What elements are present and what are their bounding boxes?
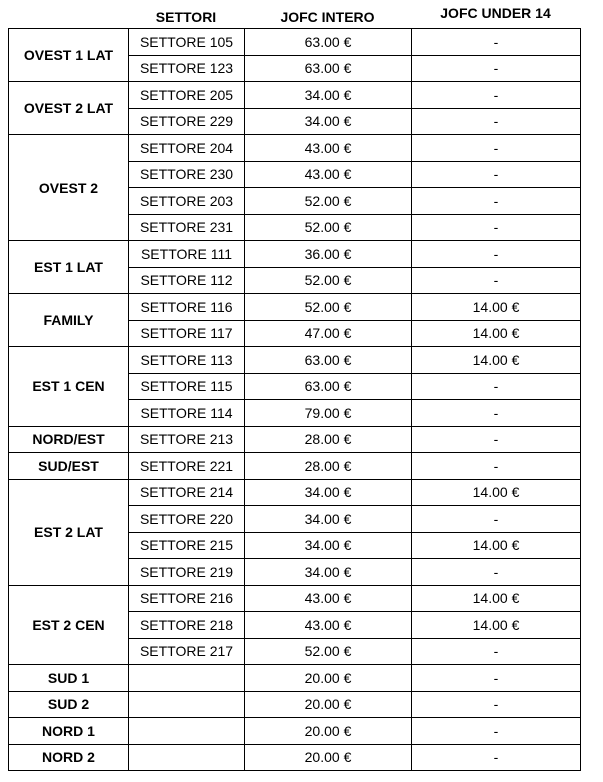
zone-cell: NORD 2 (9, 744, 129, 771)
under14-price-cell: - (412, 82, 581, 109)
sector-cell: SETTORE 105 (129, 29, 245, 56)
full-price-cell: 52.00 € (245, 188, 412, 215)
table-row (9, 665, 581, 692)
sector-cell (129, 744, 245, 771)
under14-price-cell: - (412, 638, 581, 665)
full-price-cell: 20.00 € (245, 744, 412, 771)
full-price-cell: 34.00 € (245, 532, 412, 559)
zone-cell: NORD/EST (9, 426, 129, 453)
full-price-cell: 34.00 € (245, 82, 412, 109)
full-price-cell: 20.00 € (245, 718, 412, 745)
table-row (9, 479, 581, 506)
sector-cell: SETTORE 219 (129, 559, 245, 586)
under14-price-cell: - (412, 135, 581, 162)
sector-cell: SETTORE 217 (129, 638, 245, 665)
under14-price-cell: - (412, 400, 581, 427)
sector-cell: SETTORE 123 (129, 55, 245, 82)
under14-price-cell: - (412, 559, 581, 586)
under14-price-cell: - (412, 665, 581, 692)
under14-price-cell: 14.00 € (412, 320, 581, 347)
full-price-cell: 43.00 € (245, 161, 412, 188)
table-row (9, 691, 581, 718)
zone-cell: EST 1 LAT (9, 241, 129, 294)
under14-price-cell: 14.00 € (412, 347, 581, 374)
full-price-cell: 52.00 € (245, 638, 412, 665)
full-price-cell: 63.00 € (245, 347, 412, 374)
table-row (9, 294, 581, 321)
zone-cell: SUD 2 (9, 691, 129, 718)
full-price-cell: 20.00 € (245, 691, 412, 718)
table-row (9, 453, 581, 480)
full-price-cell: 34.00 € (245, 479, 412, 506)
table-row (9, 241, 581, 268)
under14-price-cell: - (412, 108, 581, 135)
under14-price-cell: 14.00 € (412, 532, 581, 559)
sector-cell: SETTORE 215 (129, 532, 245, 559)
sector-cell (129, 665, 245, 692)
zone-cell: NORD 1 (9, 718, 129, 745)
sector-cell: SETTORE 231 (129, 214, 245, 241)
under14-price-cell: 14.00 € (412, 585, 581, 612)
sector-cell: SETTORE 204 (129, 135, 245, 162)
sector-cell: SETTORE 117 (129, 320, 245, 347)
full-price-cell: 63.00 € (245, 55, 412, 82)
table-row (9, 29, 581, 56)
full-price-cell: 28.00 € (245, 426, 412, 453)
header-jofc-under14: JOFC UNDER 14 (440, 5, 551, 21)
table-row (9, 82, 581, 109)
under14-price-cell: - (412, 241, 581, 268)
full-price-cell: 28.00 € (245, 453, 412, 480)
under14-price-cell: - (412, 426, 581, 453)
sector-cell: SETTORE 230 (129, 161, 245, 188)
full-price-cell: 34.00 € (245, 108, 412, 135)
under14-price-cell: 14.00 € (412, 294, 581, 321)
zone-cell: FAMILY (9, 294, 129, 347)
full-price-cell: 43.00 € (245, 135, 412, 162)
zone-cell: EST 1 CEN (9, 347, 129, 427)
sector-cell: SETTORE 221 (129, 453, 245, 480)
under14-price-cell: - (412, 29, 581, 56)
table-row (9, 718, 581, 745)
table-row (9, 585, 581, 612)
full-price-cell: 36.00 € (245, 241, 412, 268)
under14-price-cell: - (412, 453, 581, 480)
sector-cell: SETTORE 216 (129, 585, 245, 612)
zone-cell: OVEST 2 (9, 135, 129, 241)
sector-cell: SETTORE 113 (129, 347, 245, 374)
price-table (8, 28, 581, 771)
sector-cell: SETTORE 116 (129, 294, 245, 321)
zone-cell: EST 2 CEN (9, 585, 129, 665)
zone-cell: OVEST 1 LAT (9, 29, 129, 82)
sector-cell: SETTORE 111 (129, 241, 245, 268)
under14-price-cell: 14.00 € (412, 612, 581, 639)
under14-price-cell: - (412, 214, 581, 241)
under14-price-cell: - (412, 506, 581, 533)
sector-cell: SETTORE 229 (129, 108, 245, 135)
header-sectors: SETTORI (155, 9, 217, 25)
sector-cell: SETTORE 205 (129, 82, 245, 109)
under14-price-cell: - (412, 188, 581, 215)
table-row (9, 744, 581, 771)
sector-cell (129, 718, 245, 745)
zone-cell: OVEST 2 LAT (9, 82, 129, 135)
full-price-cell: 43.00 € (245, 612, 412, 639)
full-price-cell: 20.00 € (245, 665, 412, 692)
full-price-cell: 52.00 € (245, 214, 412, 241)
sector-cell: SETTORE 115 (129, 373, 245, 400)
under14-price-cell: - (412, 744, 581, 771)
full-price-cell: 52.00 € (245, 294, 412, 321)
sector-cell: SETTORE 203 (129, 188, 245, 215)
table-row (9, 347, 581, 374)
zone-cell: SUD/EST (9, 453, 129, 480)
under14-price-cell: - (412, 691, 581, 718)
under14-price-cell: 14.00 € (412, 479, 581, 506)
full-price-cell: 63.00 € (245, 29, 412, 56)
under14-price-cell: - (412, 161, 581, 188)
sector-cell: SETTORE 220 (129, 506, 245, 533)
full-price-cell: 43.00 € (245, 585, 412, 612)
zone-cell: EST 2 LAT (9, 479, 129, 585)
header-jofc-full: JOFC INTERO (280, 9, 375, 25)
full-price-cell: 47.00 € (245, 320, 412, 347)
full-price-cell: 34.00 € (245, 506, 412, 533)
under14-price-cell: - (412, 267, 581, 294)
zone-cell: SUD 1 (9, 665, 129, 692)
under14-price-cell: - (412, 55, 581, 82)
sector-cell: SETTORE 218 (129, 612, 245, 639)
sector-cell: SETTORE 112 (129, 267, 245, 294)
under14-price-cell: - (412, 373, 581, 400)
full-price-cell: 63.00 € (245, 373, 412, 400)
under14-price-cell: - (412, 718, 581, 745)
full-price-cell: 79.00 € (245, 400, 412, 427)
sector-cell: SETTORE 213 (129, 426, 245, 453)
full-price-cell: 34.00 € (245, 559, 412, 586)
table-row (9, 135, 581, 162)
sector-cell: SETTORE 114 (129, 400, 245, 427)
sector-cell (129, 691, 245, 718)
table-row (9, 426, 581, 453)
full-price-cell: 52.00 € (245, 267, 412, 294)
sector-cell: SETTORE 214 (129, 479, 245, 506)
